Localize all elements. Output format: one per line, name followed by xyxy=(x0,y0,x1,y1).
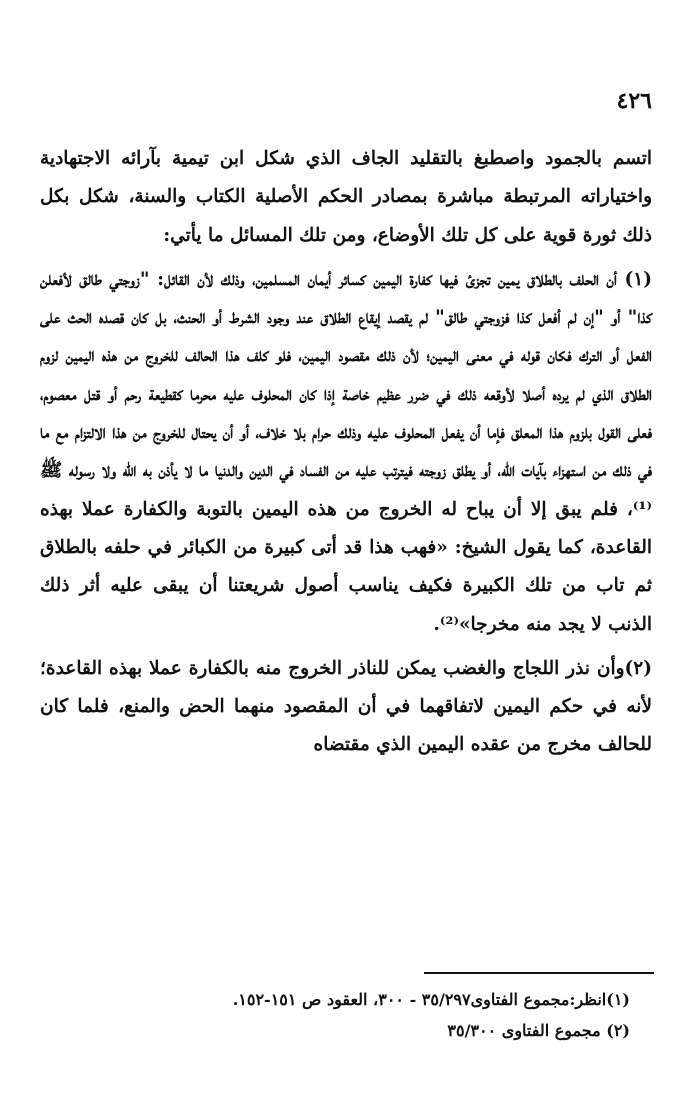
footnotes xyxy=(40,984,630,1046)
main-text xyxy=(40,140,652,771)
footnote-divider xyxy=(424,972,654,974)
paragraph-point-2: (٢)وأن نذر اللجاج والغضب يمكن للناذر الخروج منه بالكفارة عملا بهذه القاعدة؛ لأنه في حكم اليمين لاتفاقهما في أن المقصود منهما الحض والمنع، فلما كان للحالف مخرج من عقده اليمين الذي مقتضاه xyxy=(40,657,652,756)
footnote-1: (١)انظر:مجموع الفتاوى٣٥/٢٩٧ - ٣٠٠، العقود ص ١٥١-١٥٢. xyxy=(232,990,630,1009)
page-number: ٤٢٦ xyxy=(616,88,652,114)
footnote-2: (٢) مجموع الفتاوى ٣٥/٣٠٠ xyxy=(447,1021,630,1040)
paragraph-point-1: (١) أن الحلف بالطلاق يمين تجزئ فيها كفارة اليمين كسائر أيمان المسلمين، وذلك لأن القائل: "زوجتي طالق لأفعلن كذا" أو "إن لم أفعل كذا فزوجتي طالق" لم يقصد إيقاع الطلاق عند وجود الشرط أو الحنث، بل كان قصده الحث على الفعل أو الترك فكان قوله في معنى اليمين؛ لأن ذلك مقصود اليمين، فلو كلف هذا الحالف للخروج من هذه اليمين لزوم الطلاق الذي لم يرده أصلا لأوقعه ذلك في ضرر عظيم خاصة إذا كان المحلوف عليه محرما كقطيعة رحم أو قتل معصوم، فعلى القول بلزوم هذا المعلق فإما أن يفعل المحلوف عليه وذلك حرام بلا خلاف، أو أن يحتال للخروج من هذا الالتزام مع ما في ذلك من استهزاء بآيات الله، أو يطلق زوجته فيترتب عليه من الفساد في الدين والدنيا ما لا يأذن به الله ولا رسوله ﷺ ⁽¹⁾، فلم يبق إلا أن يباح له الخروج من هذه اليمين بالتوبة والكفارة عملا بهذه القاعدة، كما يقول الشيخ: «فهب هذا قد أتى كبيرة من الكبائر في حلفه بالطلاق ثم تاب من تلك الكبيرة فكيف يناسب أصول شريعتنا أن يبقى عليه أثر ذلك الذنب لا يجد منه مخرجا»⁽²⁾. xyxy=(40,268,652,635)
paragraph-intro: اتسم بالجمود واصطبغ بالتقليد الجاف الذي شكل ابن تيمية بآرائه الاجتهادية واختياراته المرتبطة مباشرة بمصادر الحكم الأصلية الكتاب والسنة، شكل بكل ذلك ثورة قوية على كل تلك الأوضاع، ومن تلك المسائل ما يأتي: xyxy=(40,148,652,246)
